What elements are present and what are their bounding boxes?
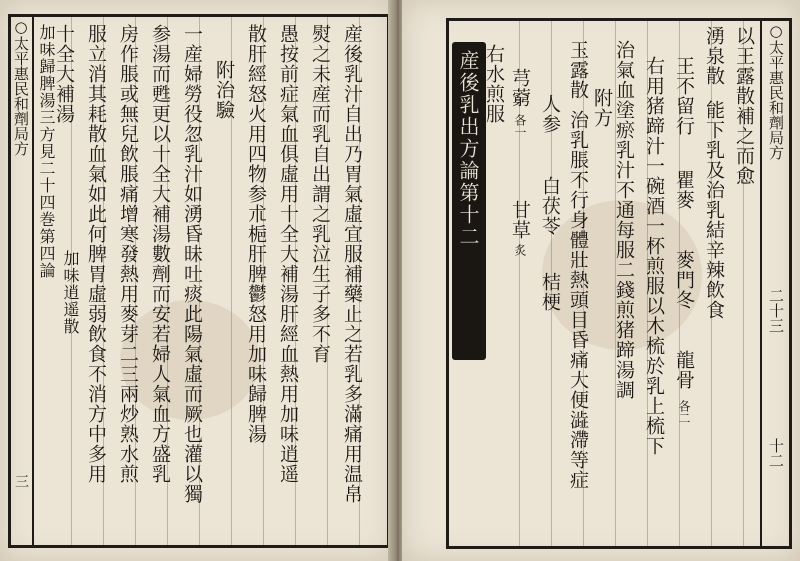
left-text-column-9: 服立消其耗散血氣如此何脾胃虛弱飲食不消方中多用 [85, 24, 107, 484]
right-text-column-7: 龍骨 [673, 350, 695, 390]
right-text-column-19: 甘草 [509, 200, 531, 240]
right-text-column-17: 芎藭 [509, 68, 531, 108]
left-text-column-10: 十全大補湯 [53, 24, 75, 124]
right-text-column-6: 麥門冬 [673, 250, 695, 310]
left-text-column-11: 加味歸脾湯三方見二十四巻第四論 [37, 24, 56, 279]
right-text-column-20: 炙 [513, 244, 527, 256]
right-text-column-11: 附方 [591, 88, 613, 128]
right-text-column-1: 以王露散補之而愈 [733, 26, 755, 186]
right-text-column-2: 湧泉散 [703, 26, 725, 86]
left-text-column-7: 参湯而甦更以十全大補湯數劑而安若婦人氣血方盛乳 [149, 24, 171, 484]
right-text-column-15: 白茯苓 [539, 176, 561, 236]
right-margin-bottom: 十二 [767, 438, 785, 468]
right-text-column-18: 各一 [513, 114, 527, 138]
left-text-column-5: 附治驗 [213, 60, 235, 120]
right-text-column-12: 玉露散 [567, 40, 589, 100]
left-margin-column [8, 14, 34, 548]
left-margin-title: ○太平惠民和劑局方 [12, 18, 30, 156]
right-text-column-5: 瞿麥 [673, 170, 695, 210]
right-margin-title: ○太平惠民和劑局方 [767, 22, 785, 160]
left-text-column-12: 加味逍遥散 [61, 250, 80, 335]
section-title-block [452, 42, 486, 360]
left-text-column-2: 熨之未産而乳自出謂之乳泣生子多不育 [309, 24, 331, 364]
right-text-column-16: 桔梗 [539, 272, 561, 312]
right-text-column-4: 王不留行 [673, 56, 695, 136]
left-text-column-8: 房作脹或無兒飲脹痛增寒發熱用麥芽二三兩炒熟水煎 [117, 24, 139, 484]
left-text-column-4: 散肝經怒火用四物参朮梔肝脾鬱怒用加味歸脾湯 [245, 24, 267, 444]
section-title: 産後乳出方論第十二 [456, 50, 480, 248]
left-page [0, 0, 394, 561]
left-text-column-6: 一産婦勞役忽乳汁如湧昏昧吐痰此陽氣虛而厥也灌以獨 [181, 24, 203, 504]
right-text-column-10: 治氣血塗瘀乳汁不通每服二錢煎猪蹄湯調 [613, 40, 635, 400]
right-text-column-14: 人参 [539, 94, 561, 134]
right-text-column-8: 各二 [677, 400, 691, 424]
right-text-column-9: 右用猪蹄汁一碗酒一杯煎服以木梳於乳上梳下 [643, 56, 665, 456]
left-margin-folio: 三 [13, 474, 29, 488]
left-text-column-1: 産後乳汁自出乃胃氣虛宜服補藥止之若乳多滿痛用温帛 [341, 24, 363, 504]
right-text-column-21: 右水煎服 [483, 44, 505, 124]
left-text-column-3: 愚按前症氣血俱虛用十全大補湯肝經血熱用加味逍遥 [277, 24, 299, 484]
right-text-column-3: 能下乳及治乳結辛辣飲食 [703, 100, 725, 320]
right-margin-folio: 二十三 [767, 288, 785, 333]
right-margin-column [760, 18, 788, 549]
right-text-column-13: 治乳脹不行身體壯熱頭目昏痛大便澁滯等症 [567, 110, 589, 490]
